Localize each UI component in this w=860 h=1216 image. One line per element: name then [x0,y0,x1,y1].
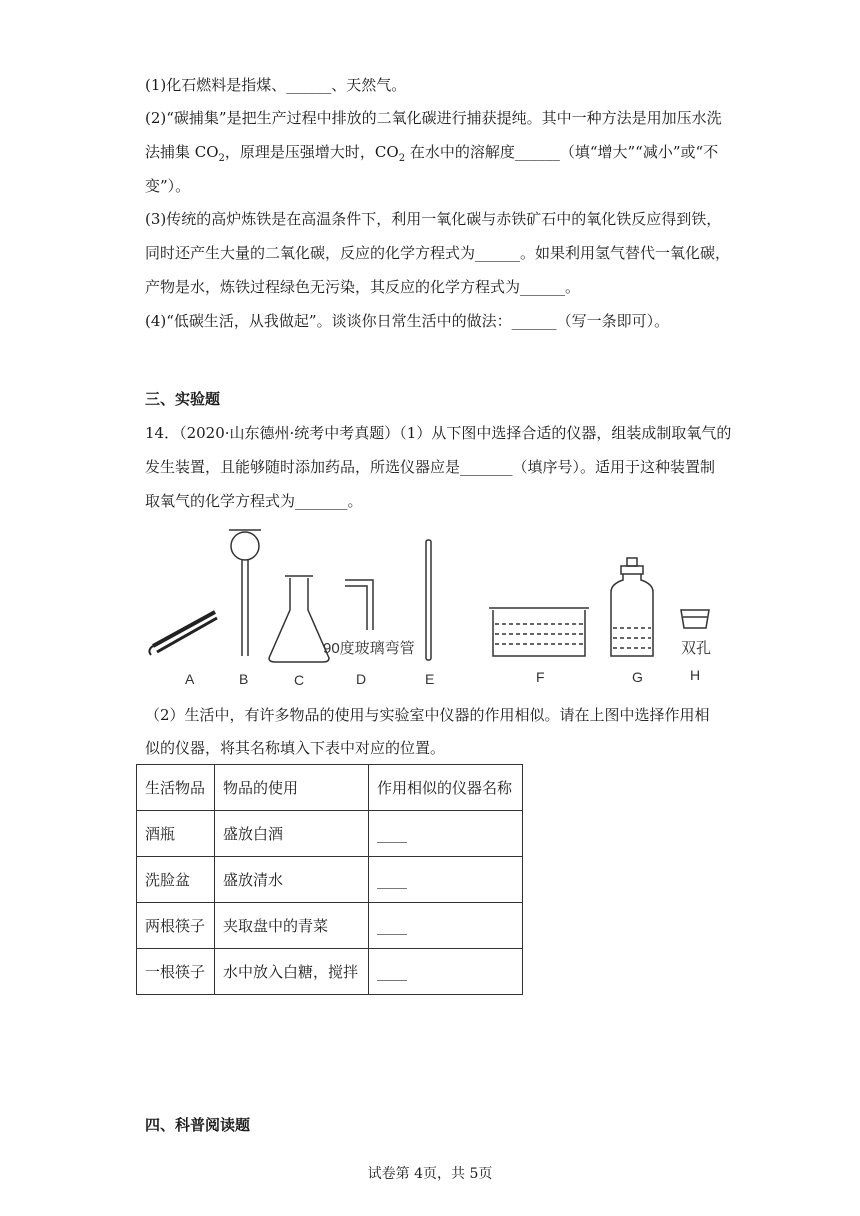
funnel-icon [229,530,261,656]
q13-part2-line1: (2)“碳捕集”是把生产过程中排放的二氧化碳进行捕获提纯。其中一种方法是用加压水洗 [145,109,722,127]
label-b: B [239,671,249,687]
section-title-reading: 四、科普阅读题 [145,1116,251,1134]
tweezers-icon [149,612,217,655]
q14-part2-line1: （2）生活中，有许多物品的使用与实验室中仪器的作用相似。请在上图中选择作用相 [145,706,710,724]
table-cell: 盛放白酒 [215,811,369,857]
q14-line2: 发生装置，且能够随时添加药品，所选仪器应是_______（填序号）。适用于这种装置制 [145,458,716,476]
analogy-table [136,764,523,995]
answer-blank: ____ [369,811,523,857]
table-row [137,857,523,903]
stopper-label: 双孔 [681,640,712,657]
glass-rod-icon [426,540,431,660]
label-d: D [356,671,367,687]
label-h: H [690,667,701,683]
answer-blank: ____ [369,857,523,903]
q13-part2-line3: 变”）。 [145,177,191,195]
table-header-row [137,765,523,811]
q13-part2-line2: 法捕集 $CO_2$，原理是压强增大时，$CO_2$ 在水中的溶解度______（填“增大”“减小”或“不 [145,143,719,164]
q13-part3-line1: (3)传统的高炉炼铁是在高温条件下，利用一氧化碳与赤铁矿石中的氧化铁反应得到铁， [145,210,722,228]
label-c: C [294,672,305,688]
page-footer: 试卷第 4页，共 5页 [367,1166,493,1182]
table-cell: 夹取盘中的青菜 [215,903,369,949]
apparatus-figure [145,528,725,693]
q14-part2-line2: 似的仪器，将其名称填入下表中对应的位置。 [145,739,446,757]
table-row [137,811,523,857]
label-f: F [536,669,545,685]
q13-part1: (1)化石燃料是指煤、______、天然气。 [145,76,407,94]
two-hole-stopper-icon [681,610,709,628]
answer-blank: ____ [369,949,523,995]
table-cell: 水中放入白糖，搅拌 [215,949,369,995]
conical-flask-icon [269,576,329,662]
section-title-experiment: 三、实验题 [145,390,221,408]
q13-part3-line2: 同时还产生大量的二氧化碳，反应的化学方程式为______。如果利用氢气替代一氧化碳， [145,244,731,262]
q14-line3: 取氧气的化学方程式为_______。 [145,492,363,510]
q13-part4: (4)“低碳生活，从我做起”。谈谈你日常生活中的做法：______（写一条即可）。 [145,312,670,330]
table-cell: 洗脸盆 [137,857,215,903]
table-row [137,949,523,995]
table-header: 物品的使用 [215,765,369,811]
label-g: G [632,669,643,685]
table-cell: 酒瓶 [137,811,215,857]
label-e: E [425,671,435,687]
table-header: 生活物品 [137,765,215,811]
table-cell: 两根筷子 [137,903,215,949]
label-a: A [185,671,195,687]
water-trough-icon [489,608,589,656]
q14-line1: 14．（2020·山东德州·统考中考真题）（1）从下图中选择合适的仪器，组装成制取氧气的 [145,424,732,442]
bent-glass-tube-icon [345,580,373,630]
bent-tube-label: 90度玻璃弯管 [323,640,415,657]
table-header: 作用相似的仪器名称 [369,765,523,811]
table-row [137,903,523,949]
reagent-bottle-icon [611,558,653,656]
table-cell: 一根筷子 [137,949,215,995]
answer-blank: ____ [369,903,523,949]
q13-part3-line3: 产物是水，炼铁过程绿色无污染，其反应的化学方程式为______。 [145,278,581,296]
table-cell: 盛放清水 [215,857,369,903]
